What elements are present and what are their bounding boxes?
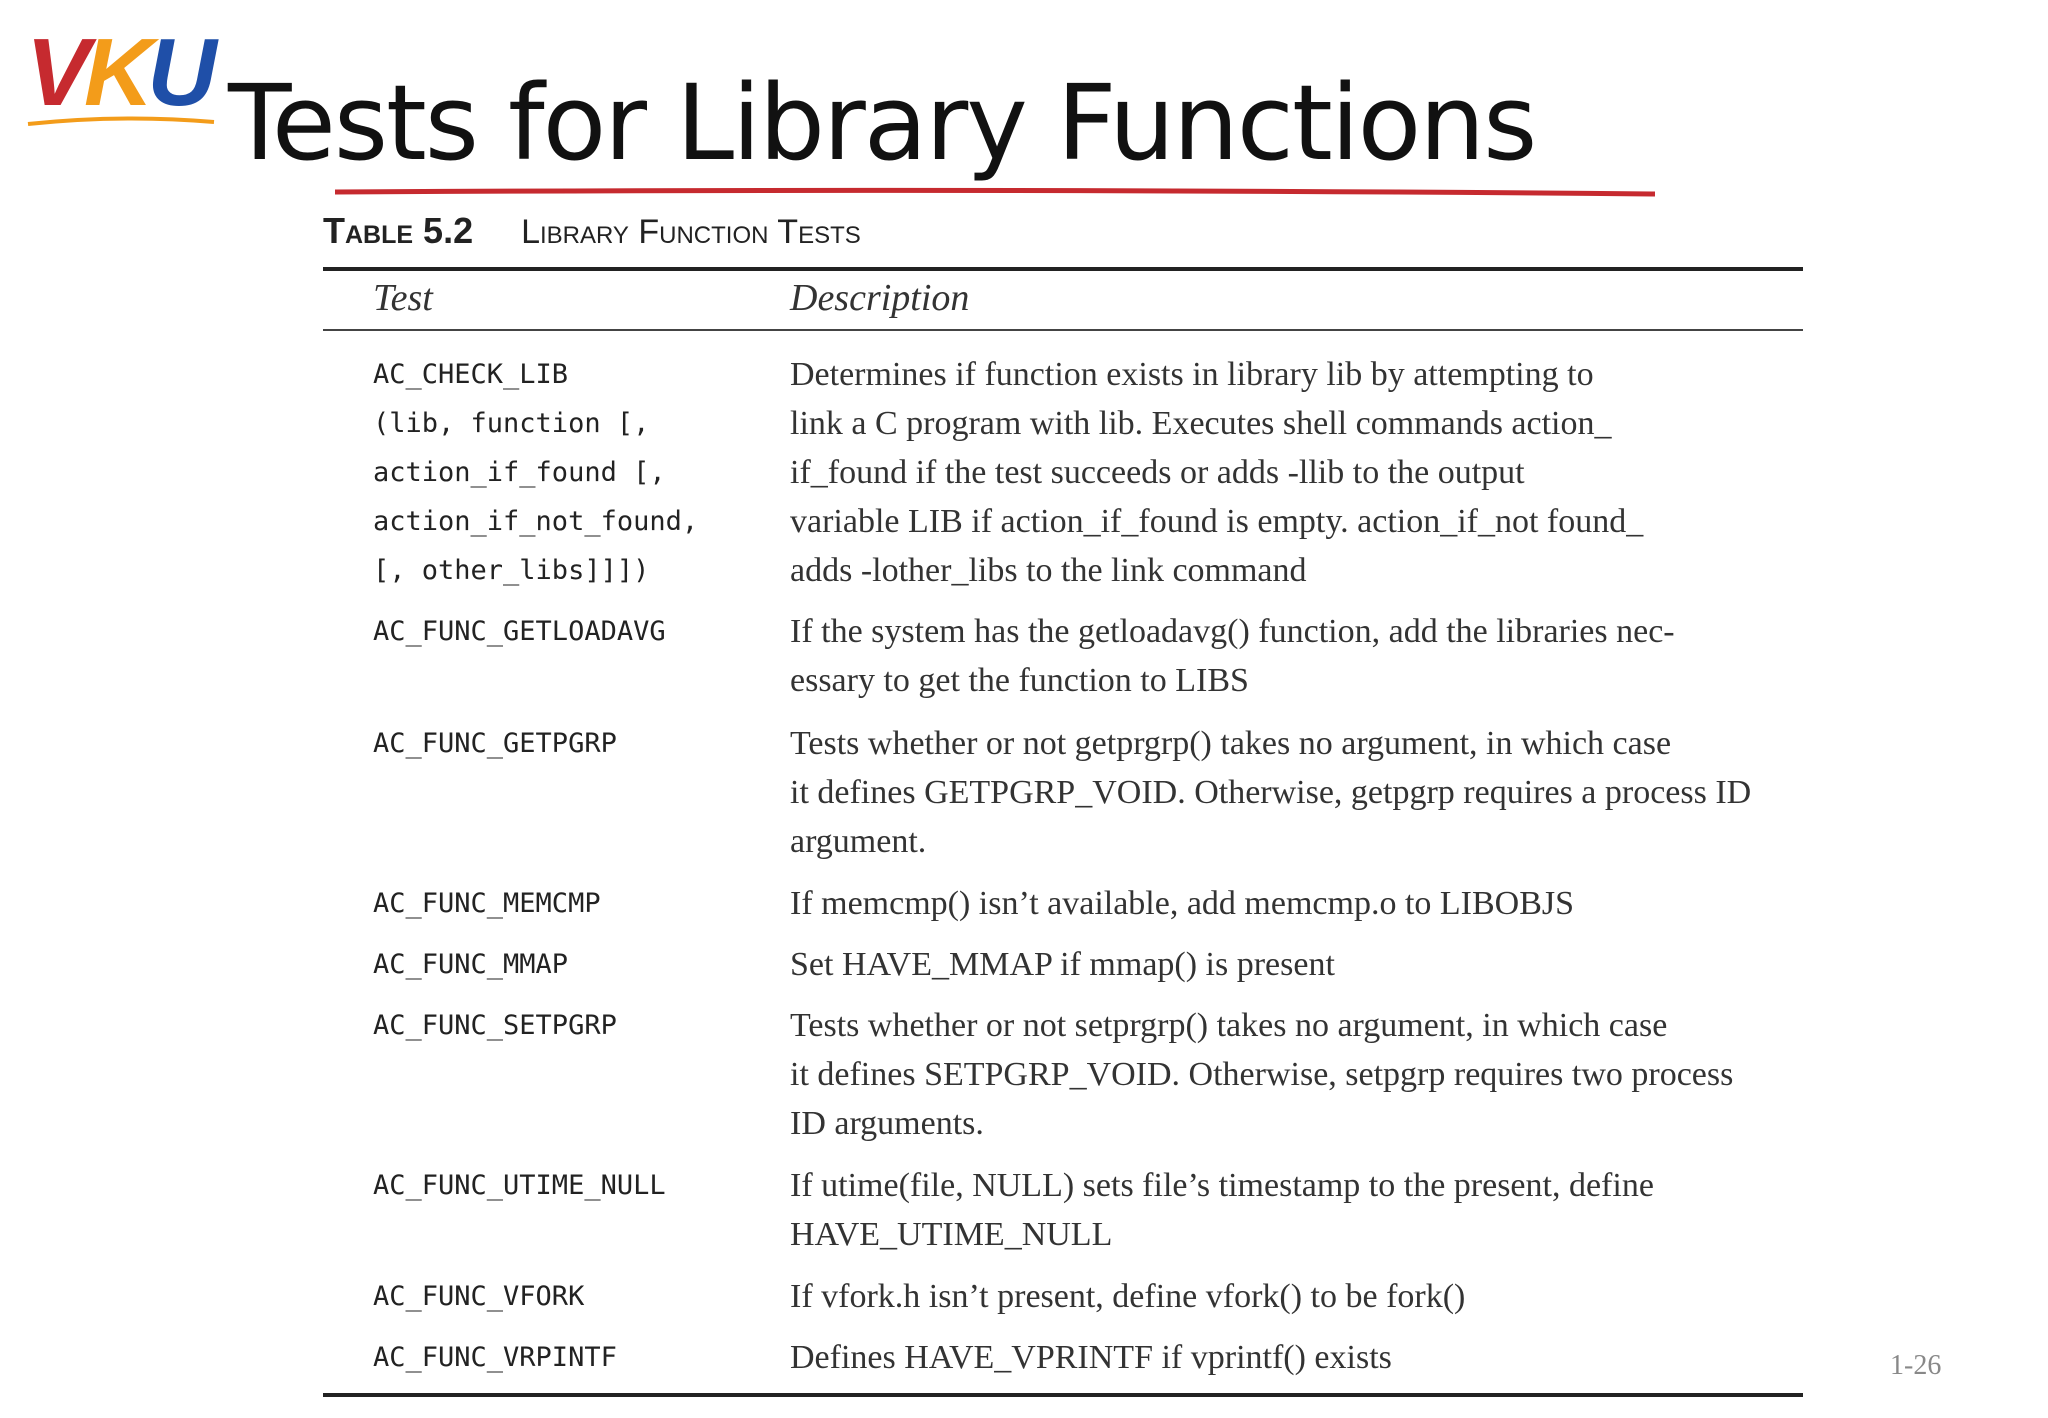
description-cell: If memcmp() isn’t available, add memcmp.o to LIBOBJS: [790, 885, 1575, 922]
slide-page-number: 1-26: [1890, 1350, 1942, 1381]
page-title: Tests for Library Functions: [228, 62, 1536, 184]
description-cell: Tests whether or not setprgrp() takes no argument, in which case it defines SETPGRP_VOID. Otherwise, setpgrp requires two process ID arguments.: [790, 1007, 1734, 1142]
logo-swoosh-icon: [26, 114, 216, 128]
title-underline: [335, 186, 1655, 200]
test-cell: AC_FUNC_MMAP: [373, 949, 569, 980]
logo-wordmark: [26, 19, 211, 126]
test-cell: AC_FUNC_UTIME_NULL: [373, 1170, 666, 1201]
description-cell: If the system has the getloadavg() function, add the libraries nec- essary to get the function to LIBS: [790, 613, 1675, 699]
description-cell: If utime(file, NULL) sets file’s timestamp to the present, define HAVE_UTIME_NULL: [790, 1167, 1654, 1253]
test-cell: AC_FUNC_GETLOADAVG: [373, 616, 666, 647]
description-cell: Set HAVE_MMAP if mmap() is present: [790, 946, 1335, 983]
test-cell: AC_FUNC_VFORK: [373, 1281, 585, 1312]
test-cell: AC_FUNC_GETPGRP: [373, 728, 617, 759]
logo-letter-v: V: [26, 19, 85, 126]
description-cell: Defines HAVE_VPRINTF if vprintf() exists: [790, 1339, 1392, 1376]
description-cell: Tests whether or not getprgrp() takes no argument, in which case it defines GETPGRP_VOID. Otherwise, getpgrp requires a process ID argument.: [790, 725, 1752, 860]
description-cell: If vfork.h isn’t present, define vfork() to be fork(): [790, 1278, 1466, 1315]
table-number: Table 5.2: [323, 210, 474, 251]
table-header-rule: [323, 329, 1803, 331]
table-caption: [323, 210, 861, 252]
test-cell: AC_FUNC_MEMCMP: [373, 888, 601, 919]
column-header-test: Test: [373, 277, 433, 319]
test-cell: AC_FUNC_SETPGRP: [373, 1010, 617, 1041]
description-cell: Determines if function exists in library lib by attempting to link a C program with lib. Executes shell commands action_ if_found if the test succeeds or adds -llib to the output variable LIB if action_if_found is empty. action_if_not found_ adds -lother_libs to the link command: [790, 356, 1644, 589]
table-bottom-rule: [323, 1393, 1803, 1397]
logo-letter-k: K: [84, 19, 148, 126]
table-title: Library Function Tests: [521, 213, 861, 251]
test-cell: AC_FUNC_VRPINTF: [373, 1342, 617, 1373]
vku-logo: [26, 19, 216, 126]
column-header-description: Description: [790, 277, 970, 319]
table-top-rule: [323, 267, 1803, 271]
test-cell: AC_CHECK_LIB (lib, function [, action_if_found [, action_if_not_found, [, other_libs]]]): [373, 359, 699, 586]
logo-letter-u: U: [147, 19, 211, 126]
